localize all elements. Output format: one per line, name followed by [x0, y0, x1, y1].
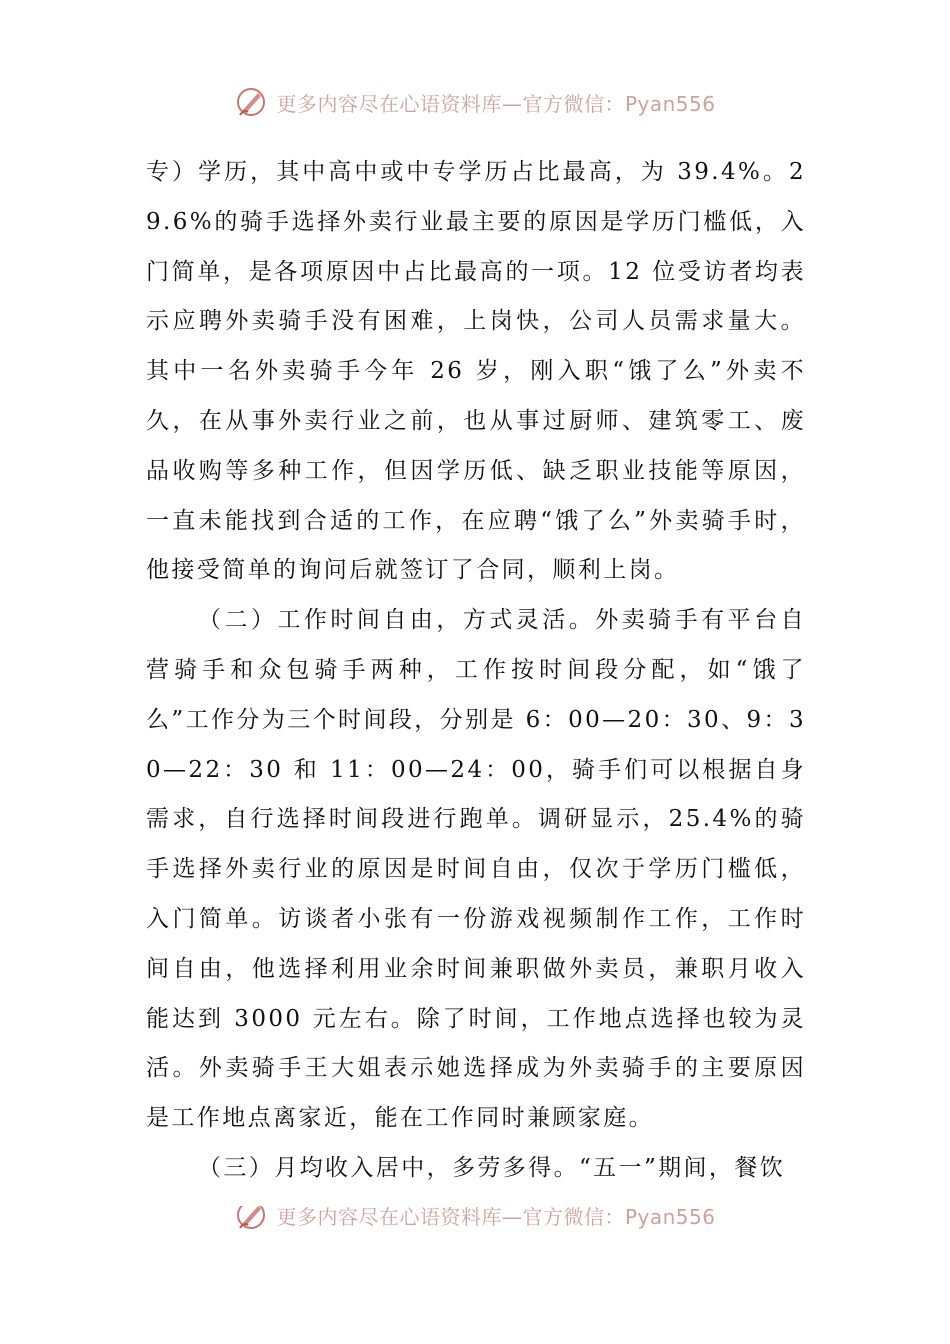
- page-footer-watermark: [0, 1206, 950, 1240]
- pen-circle-logo-icon: [234, 1206, 268, 1232]
- paragraph-1: 专）学历，其中高中或中专学历占比最高，为 39.4%。29.6%的骑手选择外卖行业最主要的原因是学历门槛低，入门简单，是各项原因中占比最高的一项。12 位受访者均表示应聘外卖骑手没有困难，上岗快，公司人员需求量大。其中一名外卖骑手今年 26 岁，刚入职“饿了么”外卖不久，在从事外卖行业之前，也从事过厨师、建筑零工、废品收购等多种工作，但因学历低、缺乏职业技能等原因，一直未能找到合适的工作，在应聘“饿了么”外卖骑手时，他接受简单的询问后就签订了合同，顺利上岗。: [146, 159, 806, 584]
- watermark-text: 更多内容尽在心语资料库—官方微信：Pyan556: [276, 91, 716, 116]
- paragraph-2: （二）工作时间自由，方式灵活。外卖骑手有平台自营骑手和众包骑手两种，工作按时间段分配，如“饿了么”工作分为三个时间段，分别是 6：00—20：30、9：30—22：30 和 11：00—24：00，骑手们可以根据自身需求，自行选择时间段进行跑单。调研显示，25.4%的骑手选择外卖行业的原因是时间自由，仅次于学历门槛低，入门简单。访谈者小张有一份游戏视频制作工作，工作时间自由，他选择利用业余时间兼职做外卖员，兼职月收入能达到 3000 元左右。除了时间，工作地点选择也较为灵活。外卖骑手王大姐表示她选择成为外卖骑手的主要原因是工作地点离家近，能在工作同时兼顾家庭。: [146, 607, 806, 1132]
- document-body: [146, 148, 806, 1194]
- pen-circle-logo-icon: [234, 85, 268, 119]
- page-header-watermark: [0, 84, 950, 120]
- paragraph-3: （三）月均收入居中，多劳多得。“五一”期间，餐饮: [198, 1154, 786, 1181]
- footer-watermark-text: 更多内容尽在心语资料库—官方微信：Pyan556: [276, 1206, 716, 1229]
